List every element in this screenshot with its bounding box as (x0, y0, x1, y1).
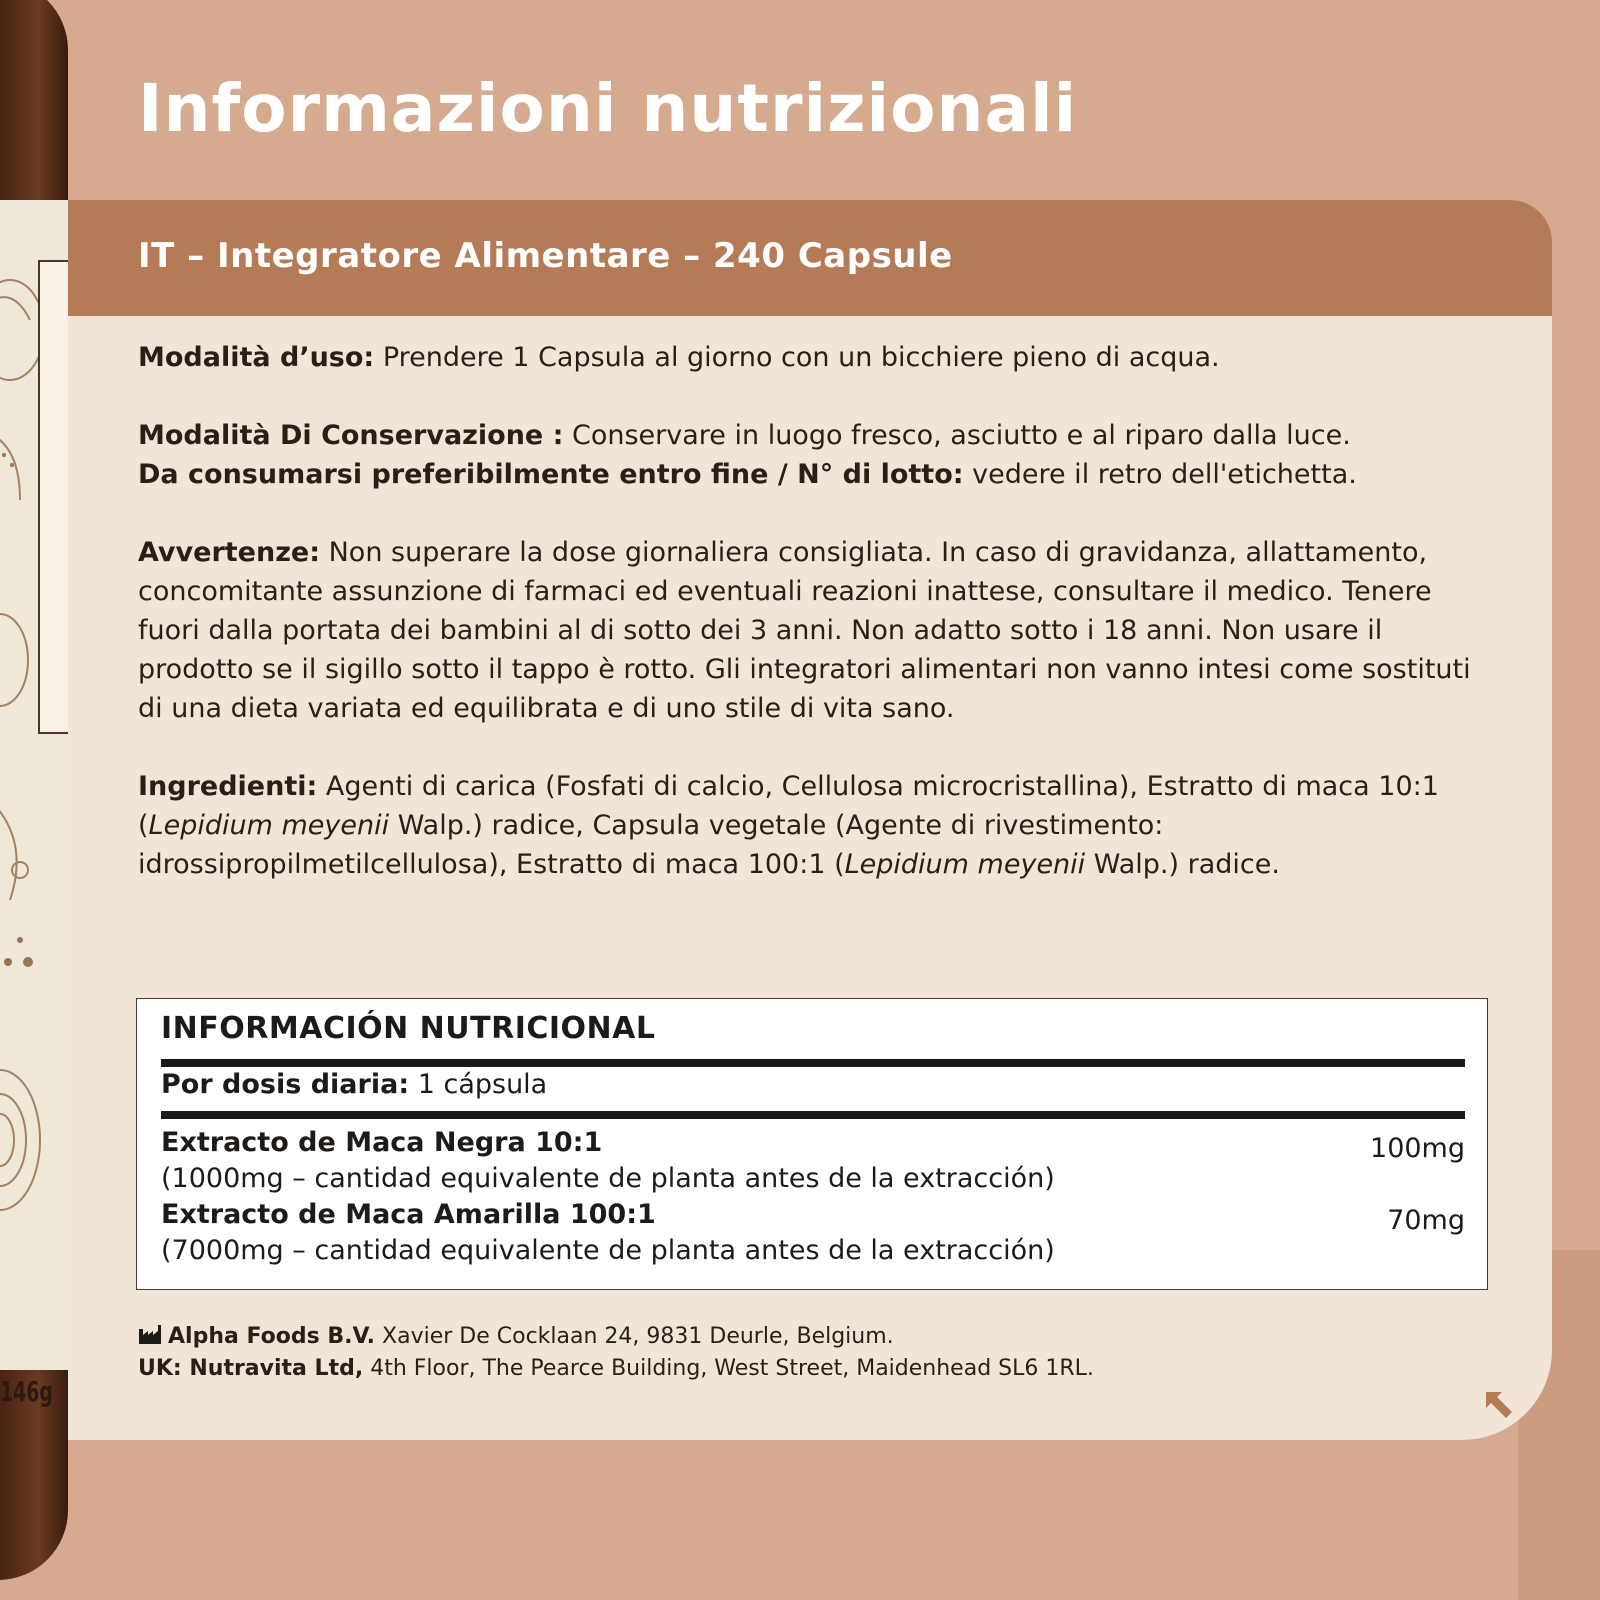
ingredients-species-1: Lepidium meyenii (148, 810, 390, 841)
nutrition-row-amount: 70mg (1387, 1205, 1465, 1236)
manufacturer-info (138, 1322, 1094, 1384)
storage-paragraph (138, 416, 1478, 494)
ingredients-paragraph (138, 767, 1478, 884)
warnings-label: Avvertenze: (138, 537, 321, 568)
nutrition-row-note: (1000mg – cantidad equivalente de planta antes de la extracción) (161, 1163, 1055, 1194)
dose-label: Por dosis diaria: (161, 1069, 410, 1100)
info-card (68, 200, 1552, 1440)
ingredients-label: Ingredienti: (138, 771, 318, 802)
divider (161, 1111, 1465, 1119)
nutrition-row-name: Extracto de Maca Amarilla 100:1 (161, 1199, 656, 1230)
footer-address-2: 4th Floor, The Pearce Building, West Street, Maidenhead SL6 1RL. (363, 1356, 1094, 1381)
nutrition-title: INFORMACIÓN NUTRICIONAL (161, 1011, 656, 1046)
ingredients-text-3: Walp.) radice. (1085, 849, 1280, 880)
bottle-label-panel (38, 260, 69, 734)
warnings-text: Non superare la dose giornaliera consigliata. In caso di gravidanza, allattamento, concomitante assunzione di farmaci ed eventuali reazioni inattese, consultare il medico. Tenere fuori dalla portata dei bambini al di sotto dei 3 anni. Non adatto sotto i 18 anni. Non usare il prodotto se il sigillo sotto il tappo è rotto. Gli integratori alimentari non vanno intesi come sostituti di una dieta variata ed equilibrata e di uno stile di vita sano. (138, 537, 1471, 724)
factory-icon (138, 1324, 162, 1354)
card-header-title: IT – Integratore Alimentare – 240 Capsule (138, 236, 953, 276)
arrow-icon (1484, 1390, 1514, 1424)
nutrition-row (161, 1197, 1465, 1269)
nutrition-row-note: (7000mg – cantidad equivalente de planta antes de la extracción) (161, 1235, 1055, 1266)
card-header (68, 200, 1552, 316)
footer-company-2: UK: Nutravita Ltd, (138, 1356, 364, 1381)
footer-line-1 (138, 1322, 1094, 1354)
footer-address-1: Xavier De Cocklaan 24, 9831 Deurle, Belgium. (375, 1324, 894, 1349)
usage-text: Prendere 1 Capsula al giorno con un bicchiere pieno di acqua. (374, 342, 1220, 373)
storage-text: Conservare in luogo fresco, asciutto e al riparo dalla luce. (563, 420, 1351, 451)
nutrition-dose (161, 1069, 547, 1100)
ingredients-species-2: Lepidium meyenii (844, 849, 1086, 880)
divider (161, 1059, 1465, 1067)
usage-paragraph (138, 338, 1478, 377)
card-body (138, 338, 1478, 923)
usage-label: Modalità d’uso: (138, 342, 375, 373)
storage-label: Modalità Di Conservazione : (138, 420, 564, 451)
footer-company-1: Alpha Foods B.V. (168, 1324, 376, 1349)
ingredients-text-1: Agenti di carica (Fosfati di calcio, Cellulosa microcristallina), Estratto di maca 10:1 ( (138, 771, 1439, 841)
nutrition-row-amount: 100mg (1370, 1133, 1465, 1164)
dose-value: 1 cápsula (409, 1069, 548, 1100)
footer-line-2 (138, 1354, 1094, 1384)
nutrition-row-name: Extracto de Maca Negra 10:1 (161, 1127, 603, 1158)
ingredients-text-2: Walp.) radice, Capsula vegetale (Agente di rivestimento: idrossipropilmetilcellulosa), Estratto di maca 100:1 ( (138, 810, 1164, 880)
warnings-paragraph (138, 533, 1478, 728)
nutrition-table (136, 998, 1488, 1290)
best-before-label: Da consumarsi preferibilmente entro fine / N° di lotto: (138, 459, 964, 490)
page-title: Informazioni nutrizionali (138, 70, 1078, 147)
best-before-text: vedere il retro dell'etichetta. (963, 459, 1357, 490)
bottle-label (0, 200, 69, 1370)
bottle-weight: 146g (0, 1375, 53, 1408)
nutrition-row (161, 1125, 1465, 1197)
